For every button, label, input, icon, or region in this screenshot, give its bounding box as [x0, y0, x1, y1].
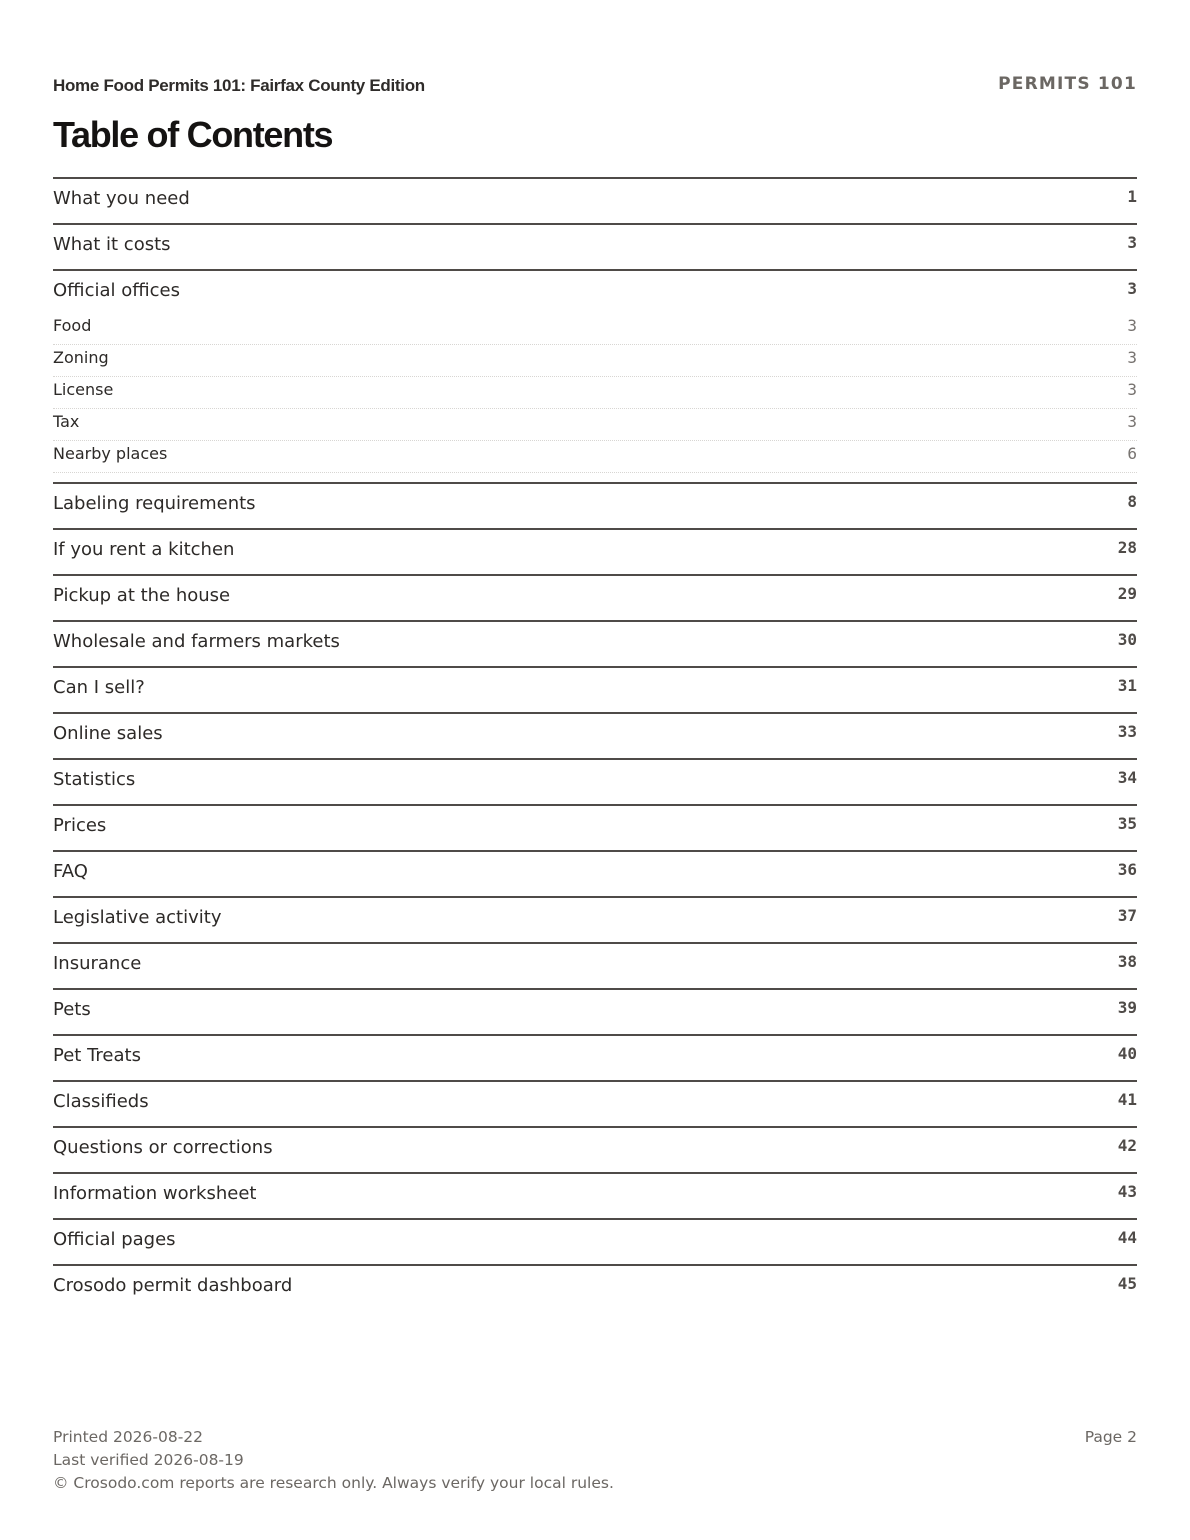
toc-subentry-page: 3	[1127, 348, 1137, 367]
toc-subentry-label: Zoning	[53, 348, 109, 367]
toc-entry-label: Questions or corrections	[53, 1137, 273, 1158]
toc-entry-page: 41	[1117, 1090, 1137, 1109]
page-header	[53, 74, 1137, 100]
toc-entry-label: Online sales	[53, 723, 163, 744]
toc-entry-label: Legislative activity	[53, 907, 222, 928]
toc-entry-label: What it costs	[53, 234, 171, 255]
toc-entry-label: Can I sell?	[53, 677, 145, 698]
toc-entry[interactable]	[53, 850, 1137, 896]
toc-entry-page: 28	[1117, 538, 1137, 557]
toc-subentry-label: Food	[53, 316, 92, 335]
toc-entry[interactable]	[53, 223, 1137, 269]
toc-entry[interactable]	[53, 1034, 1137, 1080]
toc-subentry-page: 3	[1127, 380, 1137, 399]
toc-entry[interactable]	[53, 712, 1137, 758]
toc-entry-page: 31	[1117, 676, 1137, 695]
toc-entry[interactable]	[53, 528, 1137, 574]
toc-entry-page: 3	[1127, 279, 1137, 298]
toc-entry-page: 35	[1117, 814, 1137, 833]
table-of-contents	[53, 177, 1137, 1310]
toc-entry-label: Statistics	[53, 769, 136, 790]
toc-entry-label: Insurance	[53, 953, 142, 974]
toc-entry-page: 3	[1127, 233, 1137, 252]
page-footer	[53, 1426, 1137, 1495]
toc-subentry-label: License	[53, 380, 114, 399]
toc-entry-page: 34	[1117, 768, 1137, 787]
toc-entry-label: Classifieds	[53, 1091, 149, 1112]
toc-subentry[interactable]	[53, 409, 1137, 441]
toc-entry[interactable]	[53, 1126, 1137, 1172]
toc-subentry-page: 3	[1127, 412, 1137, 431]
toc-entry-label: Pickup at the house	[53, 585, 231, 606]
toc-entry-page: 29	[1117, 584, 1137, 603]
toc-entry-label: Prices	[53, 815, 107, 836]
toc-subentry-label: Nearby places	[53, 444, 168, 463]
printed-date: Printed 2026-08-22	[53, 1428, 204, 1446]
toc-entry-label: FAQ	[53, 861, 88, 882]
toc-entry[interactable]	[53, 177, 1137, 223]
disclaimer: © Crosodo.com reports are research only. Always verify your local rules.	[53, 1474, 614, 1492]
toc-entry[interactable]	[53, 620, 1137, 666]
toc-subentry[interactable]	[53, 313, 1137, 345]
toc-entry[interactable]	[53, 482, 1137, 528]
toc-entry-label: If you rent a kitchen	[53, 539, 235, 560]
toc-entry-label: Official offices	[53, 280, 180, 301]
toc-entry[interactable]	[53, 988, 1137, 1034]
toc-entry[interactable]	[53, 666, 1137, 712]
toc-subentry[interactable]	[53, 377, 1137, 409]
toc-entry-page: 36	[1117, 860, 1137, 879]
toc-entry-label: Labeling requirements	[53, 493, 256, 514]
toc-entry-label: Information worksheet	[53, 1183, 257, 1204]
toc-entry-label: Crosodo permit dashboard	[53, 1275, 293, 1296]
toc-entry[interactable]	[53, 574, 1137, 620]
verified-date: Last verified 2026-08-19	[53, 1451, 244, 1469]
toc-subentry-page: 6	[1127, 444, 1137, 463]
edition-title: Home Food Permits 101: Fairfax County Edition	[53, 76, 425, 95]
toc-entry-page: 43	[1117, 1182, 1137, 1201]
toc-subentries	[53, 313, 1137, 482]
toc-entry-page: 1	[1127, 187, 1137, 206]
page-title: Table of Contents	[53, 114, 333, 155]
toc-entry-label: What you need	[53, 188, 190, 209]
toc-subentry[interactable]	[53, 345, 1137, 377]
toc-entry-page: 45	[1117, 1274, 1137, 1293]
toc-entry-page: 30	[1117, 630, 1137, 649]
brand-label: PERMITS 101	[998, 74, 1137, 94]
toc-entry-page: 40	[1117, 1044, 1137, 1063]
toc-entry-label: Official pages	[53, 1229, 176, 1250]
toc-entry-page: 42	[1117, 1136, 1137, 1155]
toc-subentry[interactable]	[53, 441, 1137, 473]
toc-entry[interactable]	[53, 896, 1137, 942]
toc-entry-page: 38	[1117, 952, 1137, 971]
toc-entry-label: Pet Treats	[53, 1045, 141, 1066]
toc-entry[interactable]	[53, 942, 1137, 988]
toc-entry[interactable]	[53, 804, 1137, 850]
toc-subentry-label: Tax	[53, 412, 80, 431]
toc-entry-page: 33	[1117, 722, 1137, 741]
toc-entry-page: 44	[1117, 1228, 1137, 1247]
toc-subentry-page: 3	[1127, 316, 1137, 335]
toc-entry[interactable]	[53, 1264, 1137, 1310]
toc-entry[interactable]	[53, 758, 1137, 804]
toc-entry-page: 39	[1117, 998, 1137, 1017]
page-number: Page 2	[1084, 1428, 1137, 1446]
toc-entry[interactable]	[53, 269, 1137, 313]
toc-entry-page: 8	[1127, 492, 1137, 511]
toc-entry[interactable]	[53, 1080, 1137, 1126]
toc-entry-label: Pets	[53, 999, 91, 1020]
toc-entry[interactable]	[53, 1172, 1137, 1218]
document-page	[53, 0, 1137, 1540]
toc-entry-page: 37	[1117, 906, 1137, 925]
toc-entry[interactable]	[53, 1218, 1137, 1264]
toc-entry-label: Wholesale and farmers markets	[53, 631, 340, 652]
